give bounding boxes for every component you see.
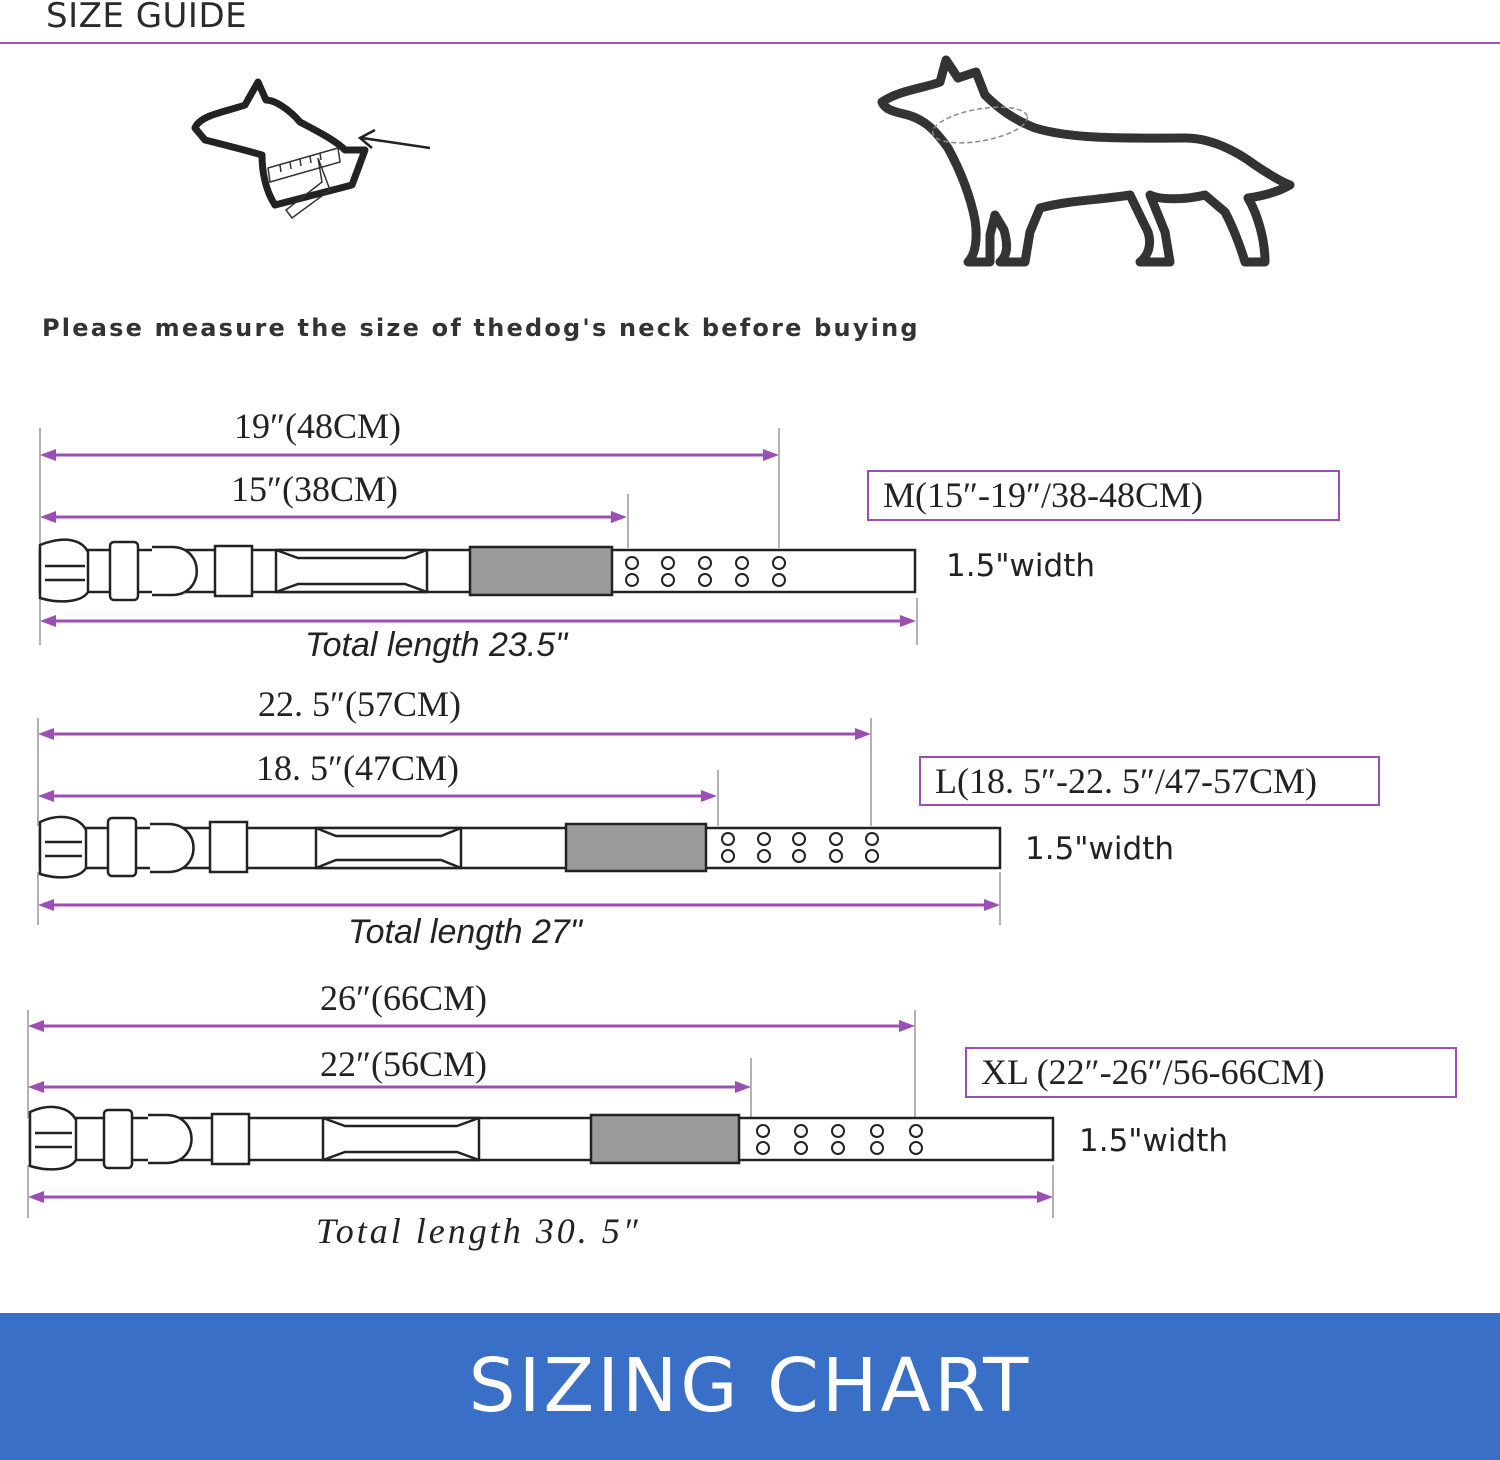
collar-diagram-xl: [28, 1010, 1053, 1218]
size-xl-width-label: 1.5"width: [1079, 1123, 1229, 1159]
size-l-width-label: 1.5"width: [1025, 831, 1175, 867]
size-m-range-box: M(15″-19″/38-48CM): [867, 470, 1340, 521]
collar-diagram-l: [38, 718, 1000, 925]
size-m-min-label: 15″(38CM): [231, 469, 398, 509]
collar-diagram-m: [40, 428, 917, 645]
dog-head-measuring-icon: [195, 82, 365, 205]
dog-standing-icon: [882, 60, 1290, 262]
size-l-range-box: L(18. 5″-22. 5″/47-57CM): [919, 756, 1380, 806]
size-xl-max-label: 26″(66CM): [320, 978, 487, 1018]
size-xl-range-box: XL (22″-26″/56-66CM): [965, 1047, 1457, 1098]
size-l-min-label: 18. 5″(47CM): [256, 748, 459, 788]
neck-measure-icon: [930, 101, 1030, 149]
size-l-max-label: 22. 5″(57CM): [258, 684, 461, 724]
size-l-total-length: Total length 27": [348, 913, 582, 951]
size-xl-min-label: 22″(56CM): [320, 1044, 487, 1084]
size-m-width-label: 1.5"width: [946, 548, 1096, 584]
footer-title: SIZING CHART: [468, 1343, 1032, 1429]
measure-instruction: Please measure the size of thedog's neck before buying: [42, 314, 920, 342]
page-title: SIZE GUIDE: [46, 0, 248, 36]
size-m-total-length: Total length 23.5": [305, 626, 568, 664]
size-xl-total-length: Total length 30. 5″: [316, 1211, 641, 1251]
arrow-icon: [360, 130, 430, 148]
size-m-max-label: 19″(48CM): [234, 406, 401, 446]
